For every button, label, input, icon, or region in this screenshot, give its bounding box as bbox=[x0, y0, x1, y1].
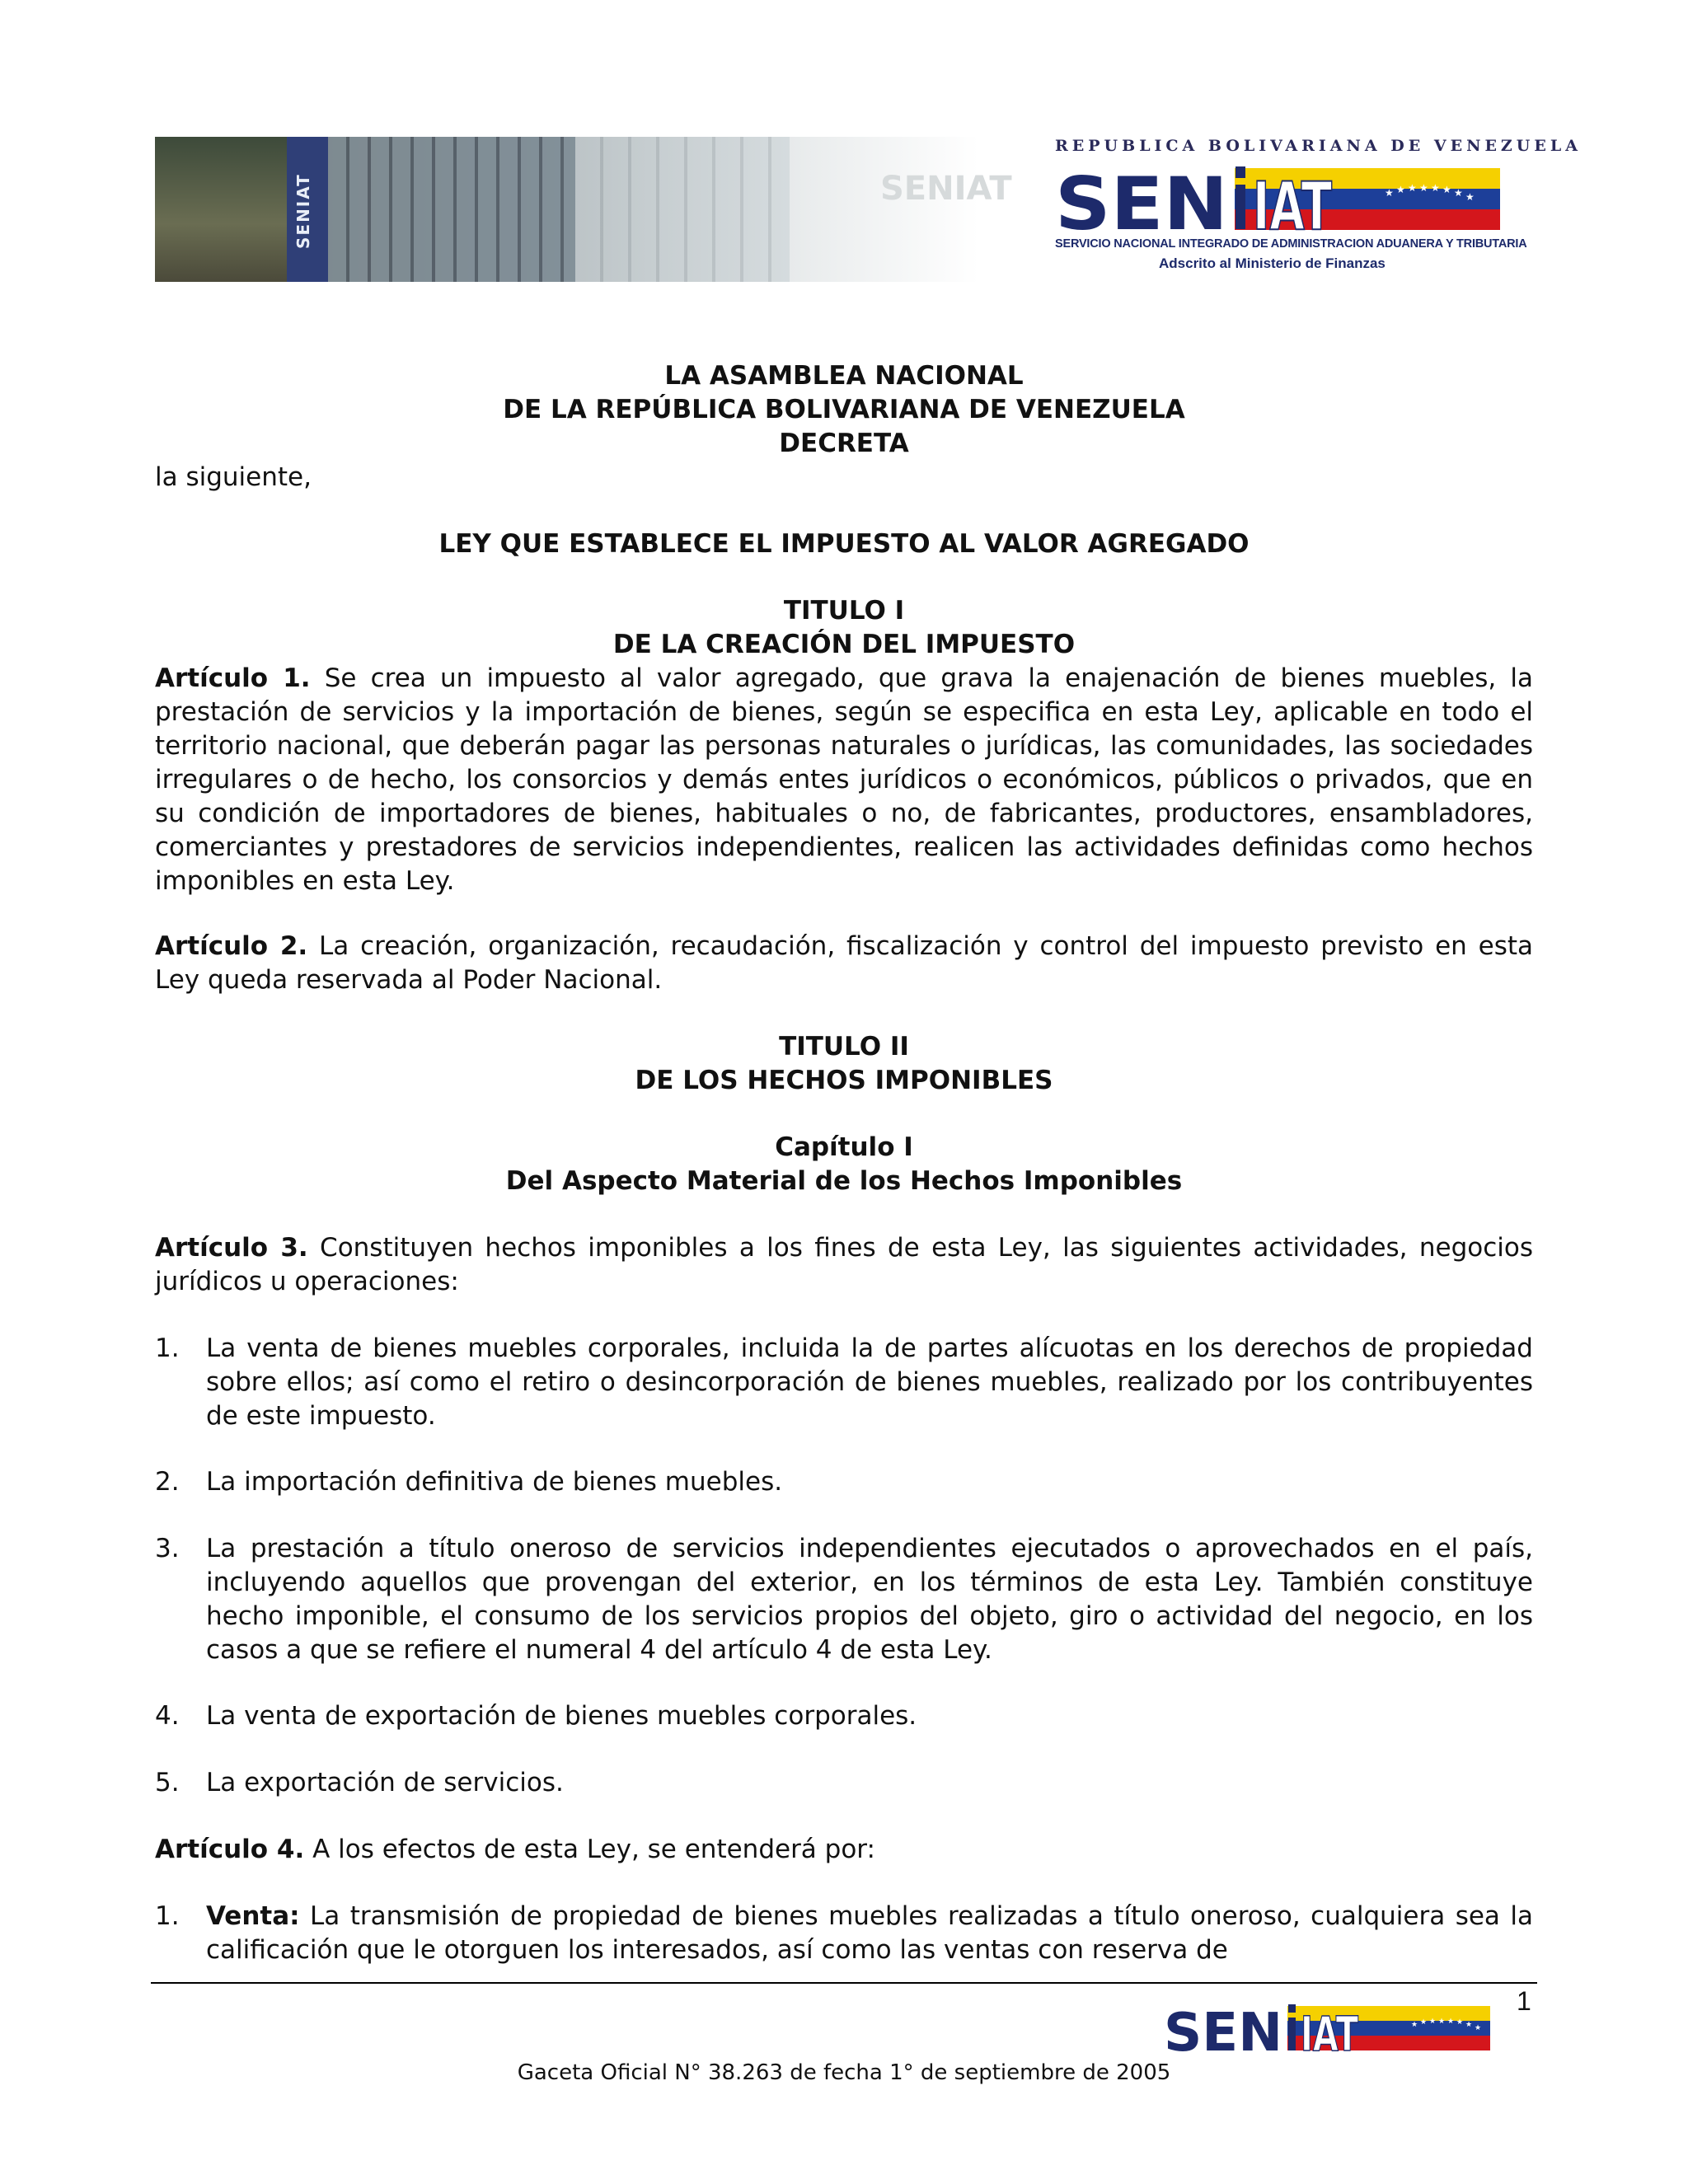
svg-text:★: ★ bbox=[1431, 182, 1440, 194]
svg-text:★: ★ bbox=[1465, 191, 1475, 203]
agency-ministry: Adscrito al Ministerio de Finanzas bbox=[1159, 255, 1386, 271]
article-4-label: Artículo 4. bbox=[155, 1835, 305, 1864]
svg-text:★: ★ bbox=[1442, 184, 1451, 195]
list-item-text: La importación definitiva de bienes muebles. bbox=[206, 1467, 783, 1497]
titulo-2-subheading: DE LOS HECHOS IMPONIBLES bbox=[635, 1066, 1053, 1095]
chapter-1-subheading: Del Aspecto Material de los Hechos Imponibles bbox=[505, 1166, 1183, 1196]
article-1-label: Artículo 1. bbox=[155, 663, 311, 693]
decree-heading: DECRETA bbox=[779, 429, 909, 458]
republic-heading: DE LA REPÚBLICA BOLIVARIANA DE VENEZUELA bbox=[503, 395, 1185, 424]
svg-text:★: ★ bbox=[1419, 182, 1428, 194]
svg-text:★: ★ bbox=[1385, 187, 1394, 199]
titulo-2-heading: TITULO II bbox=[779, 1032, 909, 1062]
logo-letter-i-stem bbox=[1236, 185, 1245, 229]
seniat-header-logo bbox=[1055, 137, 1582, 282]
svg-text:★: ★ bbox=[1420, 2018, 1428, 2027]
logo-text-iat: IAT bbox=[1301, 2006, 1359, 2062]
article-2 bbox=[155, 930, 1533, 997]
logo-letter-i-dot bbox=[1288, 2004, 1296, 2013]
list-item-text: La venta de bienes muebles corporales, incluida la de partes alícuotas en los derechos de propiedad sobre ellos; así como el retiro o desincorporación de bienes muebles, realizado por los contribuyentes de este impuesto. bbox=[206, 1333, 1533, 1431]
svg-text:★: ★ bbox=[1447, 2018, 1455, 2026]
svg-text:★: ★ bbox=[1438, 2018, 1446, 2026]
chapter-1-heading: Capítulo I bbox=[775, 1132, 913, 1162]
list-item-text: La venta de exportación de bienes muebles corporales. bbox=[206, 1701, 917, 1731]
article-3 bbox=[155, 1231, 1533, 1299]
definition-text: La transmisión de propiedad de bienes muebles realizadas a título oneroso, cualquiera sea la calificación que le otorguen los interesados, así como las ventas con reserva de bbox=[206, 1901, 1533, 1965]
footer-divider bbox=[151, 1982, 1537, 1984]
svg-text:★: ★ bbox=[1429, 2018, 1437, 2026]
article-1-text: Se crea un impuesto al valor agregado, que grava la enajenación de bienes muebles, la prestación de servicios y la importación de bienes, según se especifica en esta Ley, aplicable en todo el territorio nacional, que deberán pagar las personas naturales o jurídicas, las comunidades, las sociedades irregulares o de hecho, los consorcios y demás entes jurídicos o económicos, públicos o privados, que en su condición de importadores de bienes, habituales o no, de fabricantes, productores, ensambladores, comerciantes y prestadores de servicios independientes, realicen las actividades definidas como hechos imponibles en esta Ley. bbox=[155, 663, 1533, 896]
list-item-number: 2. bbox=[155, 1467, 180, 1497]
article-4 bbox=[155, 1833, 1533, 1867]
intro-text: la siguiente, bbox=[155, 462, 312, 492]
svg-text:★: ★ bbox=[1465, 2021, 1473, 2029]
page-number: 1 bbox=[1517, 1986, 1531, 2016]
definition-term: Venta: bbox=[206, 1901, 300, 1931]
list-item-number: 1. bbox=[155, 1333, 180, 1363]
list-item-text: La prestación a título oneroso de servicios independientes ejecutados o aprovechados en el país, incluyendo aquellos que provengan del exterior, en los términos de esta Ley. También constituye hecho imponible, el consumo de los servicios propios del objeto, giro o actividad del negocio, en los casos a que se refiere el numeral 4 del artículo 4 de esta Ley. bbox=[206, 1534, 1533, 1665]
logo-text-sen: SEN bbox=[1055, 162, 1228, 246]
logo-letter-i-dot bbox=[1236, 166, 1245, 178]
country-name: REPUBLICA BOLIVARIANA DE VENEZUELA bbox=[1055, 137, 1582, 155]
banner-fade bbox=[790, 137, 979, 282]
article-4-text: A los efectos de esta Ley, se entenderá por: bbox=[304, 1835, 875, 1864]
banner-building-facade bbox=[575, 137, 790, 282]
logo-text-iat: IAT bbox=[1253, 168, 1333, 245]
header-banner-photo bbox=[155, 137, 1012, 282]
banner-building-glass bbox=[328, 137, 575, 282]
law-title: LEY QUE ESTABLECE EL IMPUESTO AL VALOR AGREGADO bbox=[438, 529, 1250, 559]
assembly-heading: LA ASAMBLEA NACIONAL bbox=[664, 361, 1024, 391]
list-item-number: 1. bbox=[155, 1901, 180, 1931]
article-2-label: Artículo 2. bbox=[155, 931, 308, 961]
banner-vertical-sign: SENIAT bbox=[293, 173, 313, 249]
gazette-reference: Gaceta Oficial N° 38.263 de fecha 1° de septiembre de 2005 bbox=[517, 2060, 1171, 2085]
list-item-text bbox=[206, 1900, 1533, 1967]
banner-trees bbox=[155, 137, 287, 282]
svg-text:★: ★ bbox=[1408, 182, 1417, 194]
logo-letter-i-stem bbox=[1288, 2018, 1296, 2050]
svg-text:★: ★ bbox=[1475, 2024, 1482, 2032]
svg-text:★: ★ bbox=[1396, 184, 1405, 195]
svg-text:★: ★ bbox=[1456, 2018, 1464, 2027]
svg-text:★: ★ bbox=[1411, 2021, 1418, 2029]
article-3-text: Constituyen hechos imponibles a los fines de esta Ley, las siguientes actividades, negocios jurídicos u operaciones: bbox=[155, 1233, 1534, 1296]
seniat-footer-logo bbox=[1164, 1998, 1490, 2064]
list-item-number: 4. bbox=[155, 1701, 180, 1731]
agency-full-name: SERVICIO NACIONAL INTEGRADO DE ADMINISTRACION ADUANERA Y TRIBUTARIA bbox=[1055, 237, 1527, 251]
svg-text:★: ★ bbox=[1454, 187, 1463, 199]
list-item-number: 5. bbox=[155, 1768, 180, 1797]
list-item-number: 3. bbox=[155, 1534, 180, 1563]
logo-text-sen: SEN bbox=[1164, 2003, 1282, 2064]
banner-ghost-sign: SENIAT bbox=[880, 170, 1012, 208]
list-item-text: La exportación de servicios. bbox=[206, 1768, 564, 1797]
article-2-text: La creación, organización, recaudación, fiscalización y control del impuesto previsto en esta Ley queda reservada al Poder Nacional. bbox=[155, 931, 1533, 995]
titulo-1-heading: TITULO I bbox=[783, 596, 905, 626]
article-3-label: Artículo 3. bbox=[155, 1233, 308, 1263]
titulo-1-subheading: DE LA CREACIÓN DEL IMPUESTO bbox=[612, 630, 1076, 659]
article-1 bbox=[155, 662, 1533, 898]
